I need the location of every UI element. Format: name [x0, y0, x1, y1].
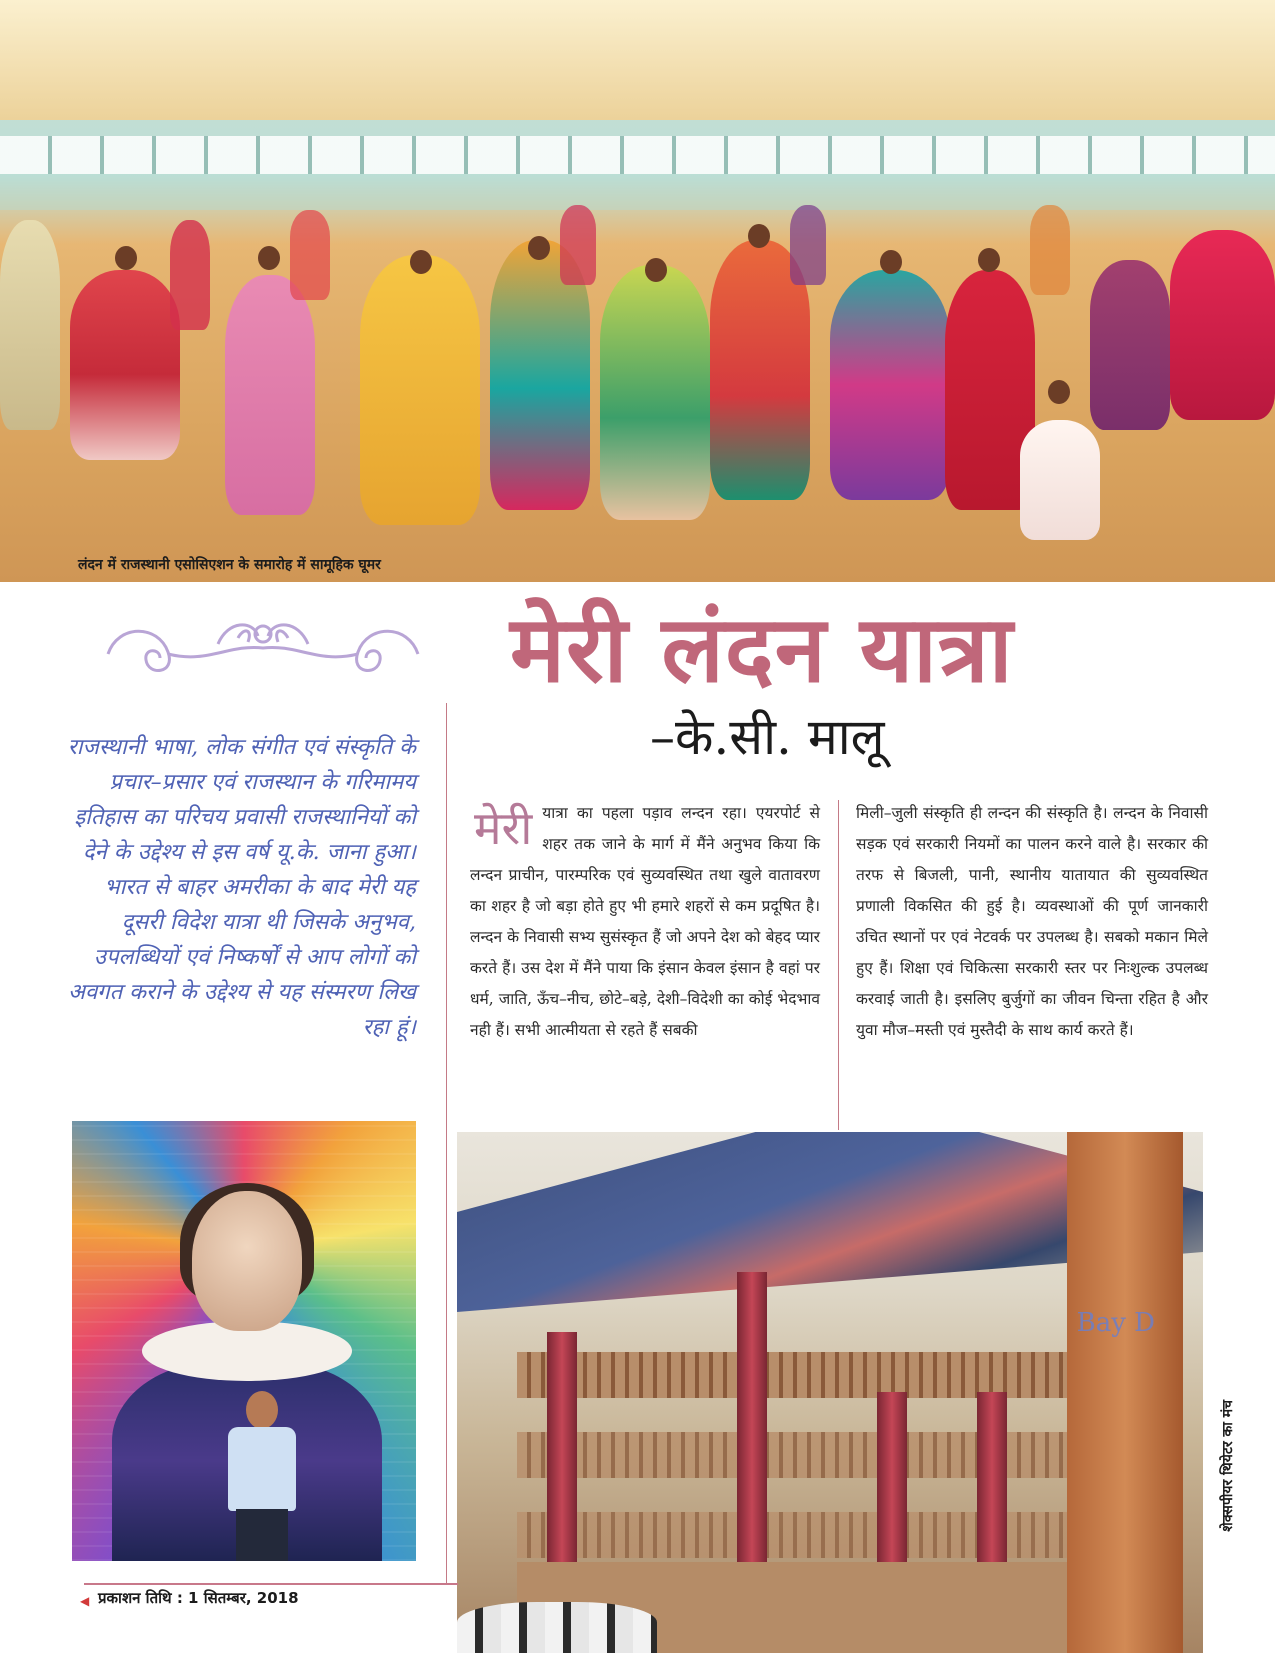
- column-divider: [838, 800, 839, 1130]
- footer-rule: [84, 1583, 458, 1585]
- top-photo-caption: लंदन में राजस्थानी एसोसिएशन के समारोह में सामूहिक घूमर: [78, 557, 381, 573]
- drop-cap: मेरी: [474, 801, 533, 855]
- body-column-1: [470, 798, 820, 1046]
- globe-theatre-photo: [457, 1132, 1203, 1653]
- column-divider: [446, 703, 447, 1583]
- group-dance-photo: [0, 0, 1275, 582]
- body-text-2: मिली–जुली संस्कृति ही लन्दन की संस्कृति है। लन्दन के निवासी सड़क एवं सरकारी नियमों का पालन करने वाले है। सरकार की तरफ से बिजली, पानी, स्थानीय यातायात की सुव्यवस्थित प्रणाली विकसित की हुई है। व्यवस्थाओं की पूर्ण जानकारी उचित स्थानों पर एवं नेटवर्क पर उपलब्ध है। सबको मकान मिले हुए हैं। शिक्षा एवं चिकित्सा सरकारी स्तर पर निःशुल्क उपलब्ध करवाई जाती है। इसलिए बुर्जुगों का जीवन चिन्ता रहित है और युवा मौज–मस्ती एवं मुस्तैदी के साथ कार्य करते हैं।: [856, 804, 1208, 1039]
- article-title: मेरी लंदन यात्रा: [510, 596, 1014, 703]
- body-text-1: यात्रा का पहला पड़ाव लन्दन रहा। एयरपोर्ट से शहर तक जाने के मार्ग में मैंने अनुभव किया कि लन्दन प्राचीन, पारम्परिक एवं सुव्यवस्थित तथा खुले वातावरण का शहर है जो बड़ा होते हुए भी हमारे शहरों से कम प्रदूषित है। लन्दन के निवासी सभ्य सुसंस्कृत हैं जो अपने देश को बेहद प्यार करते हैं। उस देश में मैंने पाया कि इंसान केवल इंसान है वहां पर धर्म, जाति, ऊँच–नीच, छोटे–बड़े, देशी–विदेशी का कोई भेदभाव नही हैं। सभी आत्मीयता से रहते हैं सबकी: [470, 804, 820, 1039]
- decorative-flourish-icon: [98, 614, 428, 686]
- globe-photo-caption: शेक्सपीयर थियेटर का मंच: [1220, 1400, 1236, 1532]
- intro-paragraph: राजस्थानी भाषा, लोक संगीत एवं संस्कृति के प्रचार–प्रसार एवं राजस्थान के गरिमामय इतिहास का परिचय प्रवासी राजस्थानियों को देने के उद्देश्य से इस वर्ष यू.के. जाना हुआ। भारत से बाहर अमरीका के बाद मेरी यह दूसरी विदेश यात्रा थी जिसके अनुभव, उपलब्धियों एवं निष्कर्षों से आप लोगों को अवगत कराने के उद्देश्य से यह संस्मरण लिख रहा हूं।: [67, 735, 416, 1040]
- beam-lettering: Bay D: [1076, 1308, 1155, 1338]
- arrow-icon: ◀: [80, 1594, 90, 1608]
- article-author: –के.सी. मालू: [650, 708, 885, 766]
- publication-date: प्रकाशन तिथि : 1 सितम्बर, 2018: [98, 1589, 299, 1607]
- body-column-2: [856, 798, 1208, 1046]
- shakespeare-mural-photo: [72, 1121, 416, 1561]
